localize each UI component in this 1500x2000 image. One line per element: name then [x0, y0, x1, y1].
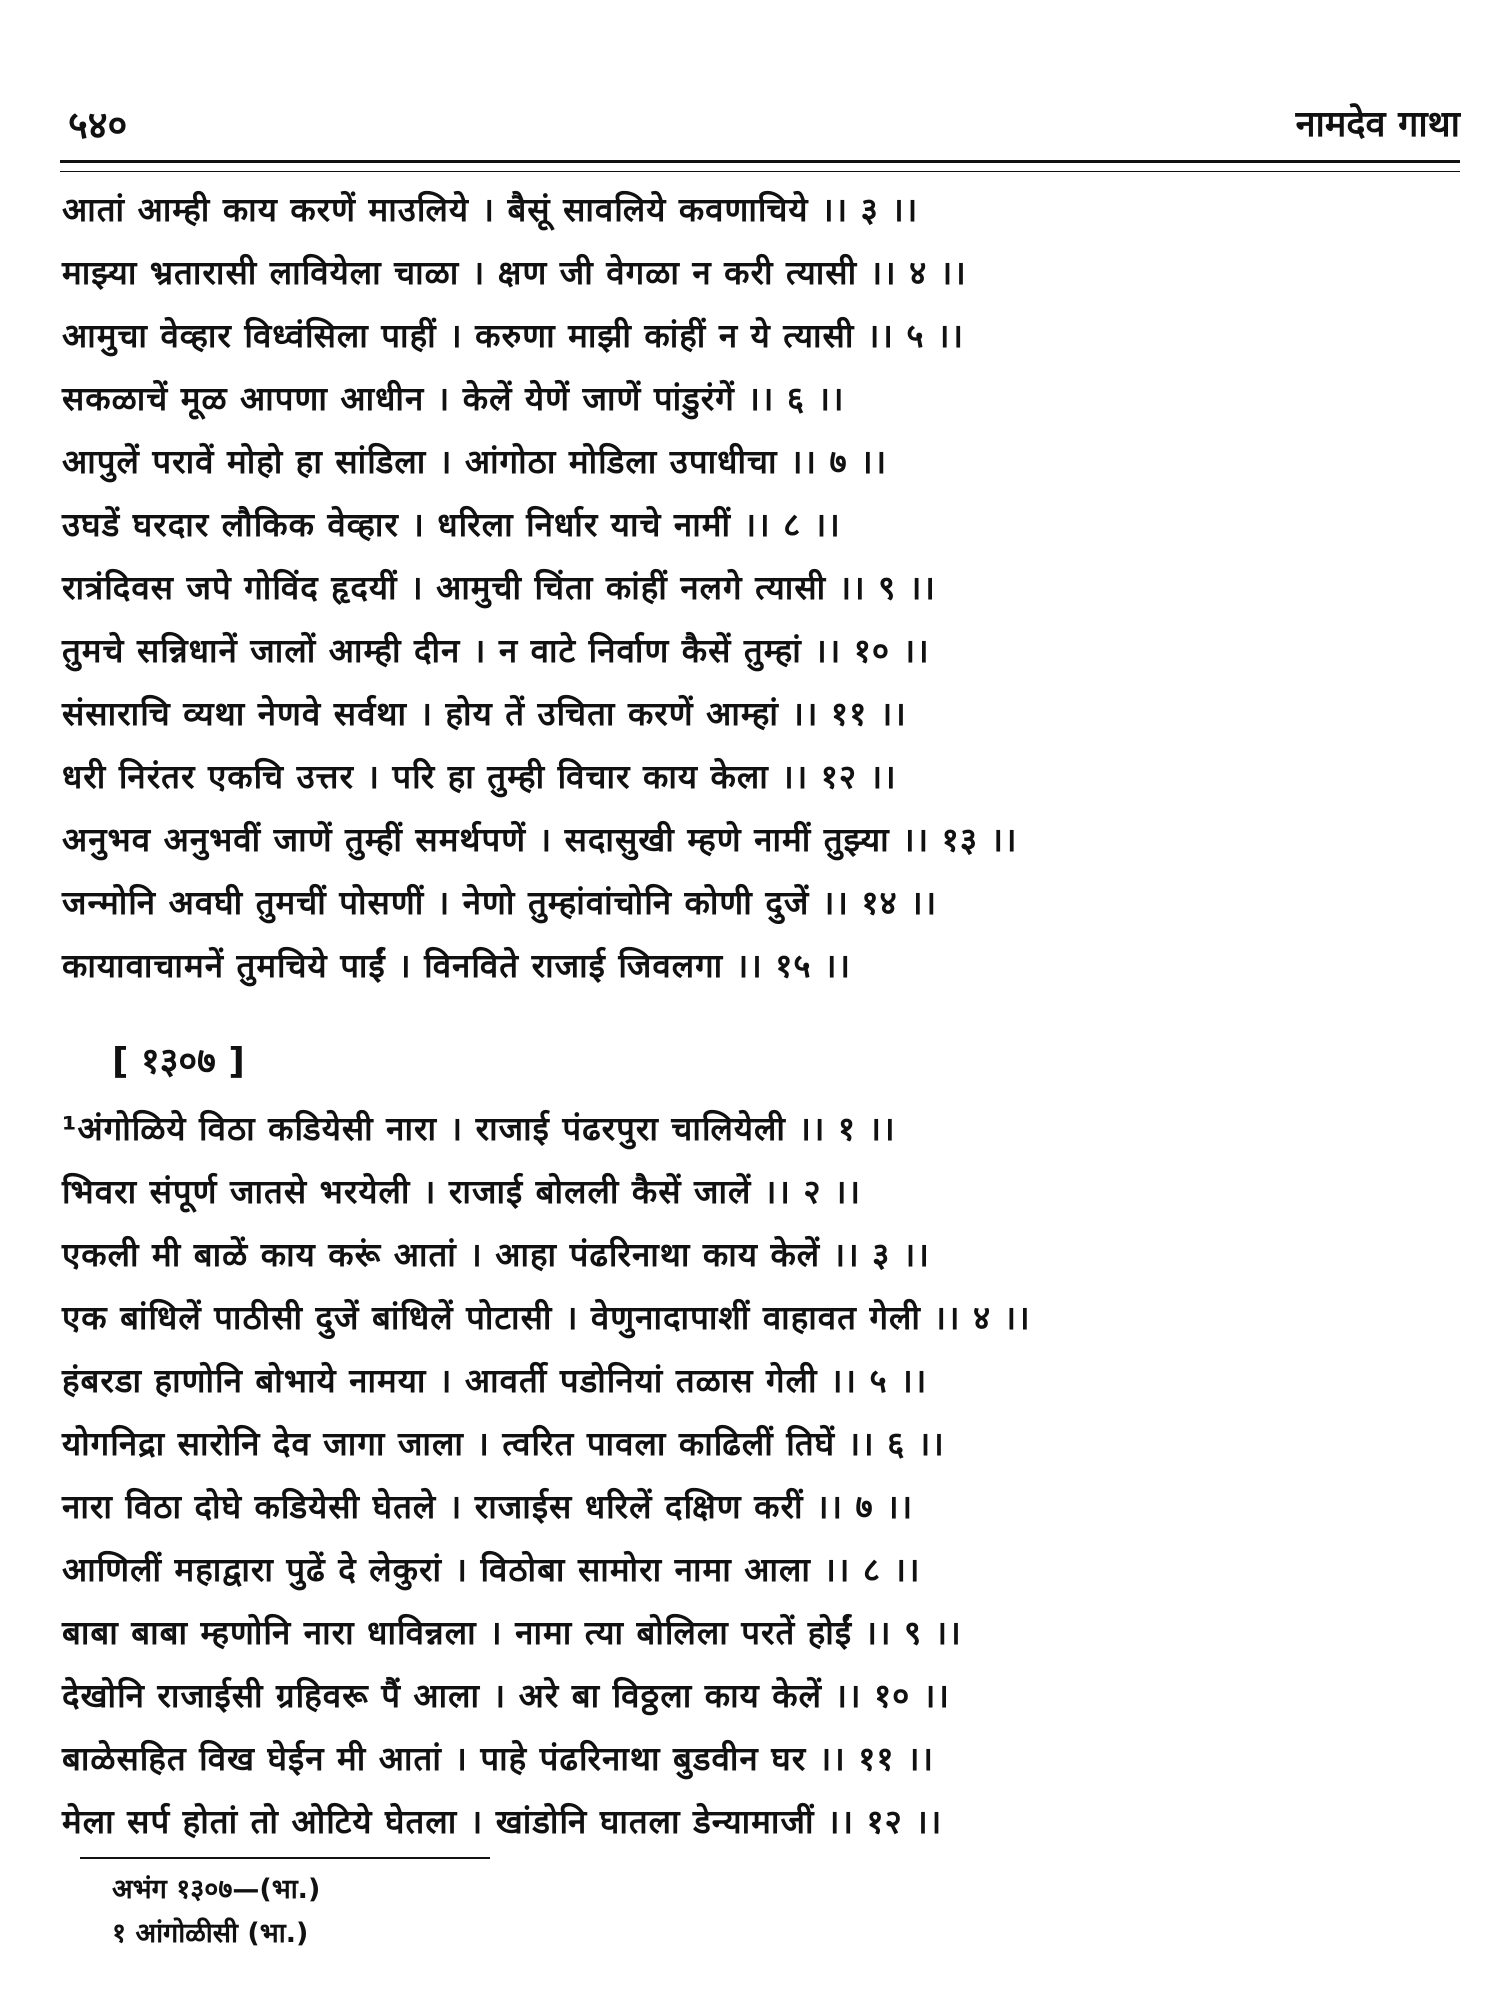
verse-line: तुमचे सन्निधानें जालों आम्ही दीन । न वाटे निर्वाण कैसें तुम्हां ।। १० ।।	[62, 631, 930, 670]
verse-line: आतां आम्ही काय करणें माउलिये । बैसूं सावलिये कवणाचिये ।। ३ ।।	[62, 190, 919, 229]
verse-line: हंबरडा हाणोनि बोभाये नामया । आवर्ती पडोनियां तळास गेली ।। ५ ।।	[62, 1361, 928, 1400]
verse-line: बाबा बाबा म्हणोनि नारा धाविन्नला । नामा त्या बोलिला परतें होईं ।। ९ ।।	[62, 1613, 962, 1652]
footnotes	[112, 1868, 320, 1956]
verse-line: मेला सर्प होतां तो ओटिये घेतला । खांडोनि घातला डेन्यामाजीं ।। १२ ।।	[62, 1802, 943, 1841]
verse-line: बाळेसहित विख घेईन मी आतां । पाहे पंढरिनाथा बुडवीन घर ।। ११ ।।	[62, 1739, 935, 1778]
verse-line: अनुभव अनुभवीं जाणें तुम्हीं समर्थपणें । सदासुखी म्हणे नामीं तुझ्या ।। १३ ।।	[62, 820, 1018, 859]
verse-line: माझ्या भ्रतारासी लावियेला चाळा । क्षण जी वेगळा न करी त्यासी ।। ४ ।।	[62, 253, 967, 292]
page-header	[60, 98, 1460, 158]
footnote-line: अभंग १३०७—(भा.)	[112, 1874, 321, 1905]
verse-line: देखोनि राजाईसी ग्रहिवरू पैं आला । अरे बा विठ्ठला काय केलें ।। १० ।।	[62, 1676, 950, 1715]
verse-line: धरी निरंतर एकचि उत्तर । परि हा तुम्ही विचार काय केला ।। १२ ।।	[62, 757, 897, 796]
abhang-number-heading: [ १३०७ ]	[112, 1041, 245, 1082]
verse-line: कायावाचामनें तुमचिये पाईं । विनविते राजाई जिवलगा ।। १५ ।।	[62, 946, 852, 985]
verse-line: आणिलीं महाद्वारा पुढें दे लेकुरां । विठोबा सामोरा नामा आला ।। ८ ।।	[62, 1550, 921, 1589]
verse-line: आमुचा वेव्हार विध्वंसिला पाहीं । करुणा माझी कांहीं न ये त्यासी ।। ५ ।।	[62, 316, 965, 355]
verse-block-abhang-1307	[62, 1097, 1482, 1853]
verse-line: एक बांधिलें पाठीसी दुजें बांधिलें पोटासी । वेणुनादापाशीं वाहावत गेली ।। ४ ।।	[62, 1298, 1031, 1337]
page-number: ५४०	[68, 103, 128, 147]
verse-block-continuation	[62, 178, 1482, 997]
running-title: नामदेव गाथा	[1295, 104, 1460, 145]
verse-line: ¹अंगोळिये विठा कडियेसी नारा । राजाई पंढरपुरा चालियेली ।। १ ।।	[62, 1109, 896, 1148]
verse-line: रात्रंदिवस जपे गोविंद हृदयीं । आमुची चिंता कांहीं नलगे त्यासी ।। ९ ।।	[62, 568, 936, 607]
verse-line: योगनिद्रा सारोनि देव जागा जाला । त्वरित पावला काढिलीं तिघें ।। ६ ।।	[62, 1424, 945, 1463]
verse-line: सकळाचें मूळ आपणा आधीन । केलें येणें जाणें पांडुरंगें ।। ६ ।।	[62, 379, 845, 418]
verse-line: उघडें घरदार लौकिक वेव्हार । धरिला निर्धार याचे नामीं ।। ८ ।।	[62, 505, 841, 544]
verse-line: भिवरा संपूर्ण जातसे भरयेली । राजाई बोलली कैसें जालें ।। २ ।।	[62, 1172, 862, 1211]
verse-line: संसाराचि व्यथा नेणवे सर्वथा । होय तें उचिता करणें आम्हां ।। ११ ।।	[62, 694, 907, 733]
footnote-line: १ आंगोळीसी (भा.)	[112, 1918, 309, 1949]
verse-line: आपुलें परावें मोहो हा सांडिला । आंगोठा मोडिला उपाधीचा ।। ७ ।।	[62, 442, 888, 481]
verse-line: नारा विठा दोघे कडियेसी घेतले । राजाईस धरिलें दक्षिण करीं ।। ७ ।।	[62, 1487, 914, 1526]
verse-line: जन्मोनि अवघी तुमचीं पोसणीं । नेणो तुम्हांवांचोनि कोणी दुजें ।। १४ ।।	[62, 883, 938, 922]
header-divider	[60, 160, 1460, 172]
footnote-divider	[80, 1857, 490, 1859]
verse-line: एकली मी बाळें काय करूं आतां । आहा पंढरिनाथा काय केलें ।। ३ ।।	[62, 1235, 930, 1274]
